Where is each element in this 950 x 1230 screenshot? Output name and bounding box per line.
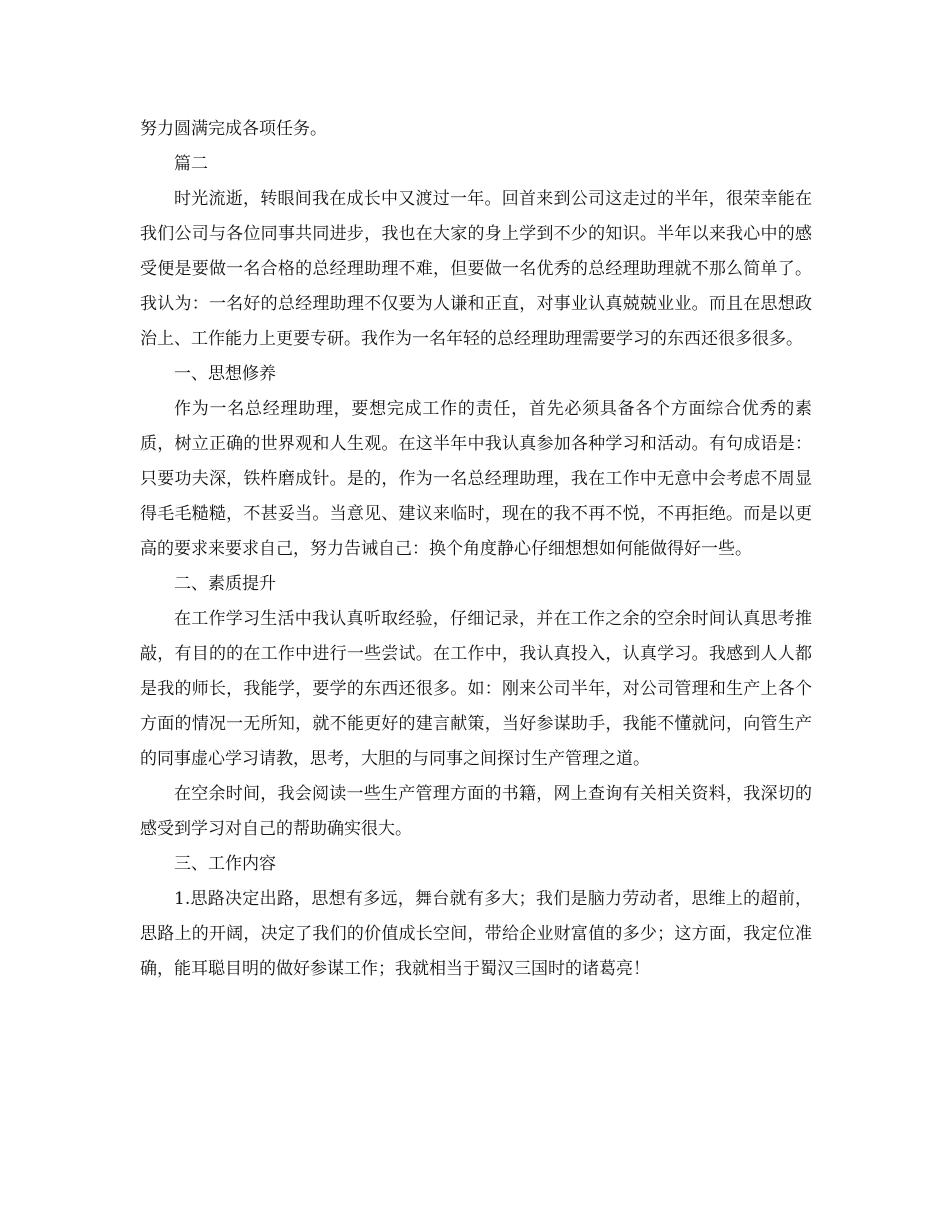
section-title-pian-er: 篇二 [174,154,208,174]
paragraph-intro: 时光流逝，转眼间我在成长中又渡过一年。回首来到公司这走过的半年，很荣幸能在我们公司与各位同事共同进步，我也在大家的身上学到不少的知识。半年以来我心中的感受便是要做一名合格的总经理助理不难，但要做一名优秀的总经理助理就不那么简单了。我认为：一名好的总经理助理不仅要为人谦和正直，对事业认真兢兢业业。而且在思想政治上、工作能力上更要专研。我作为一名年轻的总经理助理需要学习的东西还很多很多。 [140,189,812,349]
heading-quality: 二、素质提升 [174,574,276,594]
heading-work-content: 三、工作内容 [174,854,276,874]
document-page [140,112,812,987]
paragraph-quality: 在工作学习生活中我认真听取经验，仔细记录，并在工作之余的空余时间认真思考推敲，有目的的在工作中进行一些尝试。在工作中，我认真投入，认真学习。我感到人人都是我的师长，我能学，要学的东西还很多。如：刚来公司半年，对公司管理和生产上各个方面的情况一无所知，就不能更好的建言献策，当好参谋助手，我能不懂就问，向管生产的同事虚心学习请教，思考，大胆的与同事之间探讨生产管理之道。 [140,609,812,769]
heading-ideology: 一、思想修养 [174,364,276,384]
paragraph-ideology: 作为一名总经理助理，要想完成工作的责任，首先必须具备各个方面综合优秀的素质，树立正确的世界观和人生观。在这半年中我认真参加各种学习和活动。有句成语是：只要功夫深，铁杵磨成针。是的，作为一名总经理助理，我在工作中无意中会考虑不周显得毛毛糙糙，不甚妥当。当意见、建议来临时，现在的我不再不悦，不再拒绝。而是以更高的要求来要求自己，努力告诫自己：换个角度静心仔细想想如何能做得好一些。 [140,399,812,559]
paragraph-continuation: 努力圆满完成各项任务。 [140,119,327,139]
paragraph-spare-time: 在空余时间，我会阅读一些生产管理方面的书籍，网上查询有关相关资料，我深切的感受到学习对自己的帮助确实很大。 [140,784,812,839]
paragraph-work-item-1: 1.思路决定出路，思想有多远，舞台就有多大；我们是脑力劳动者，思维上的超前，思路上的开阔，决定了我们的价值成长空间，带给企业财富值的多少；这方面，我定位准确，能耳聪目明的做好参谋工作；我就相当于蜀汉三国时的诸葛亮！ [140,889,812,979]
